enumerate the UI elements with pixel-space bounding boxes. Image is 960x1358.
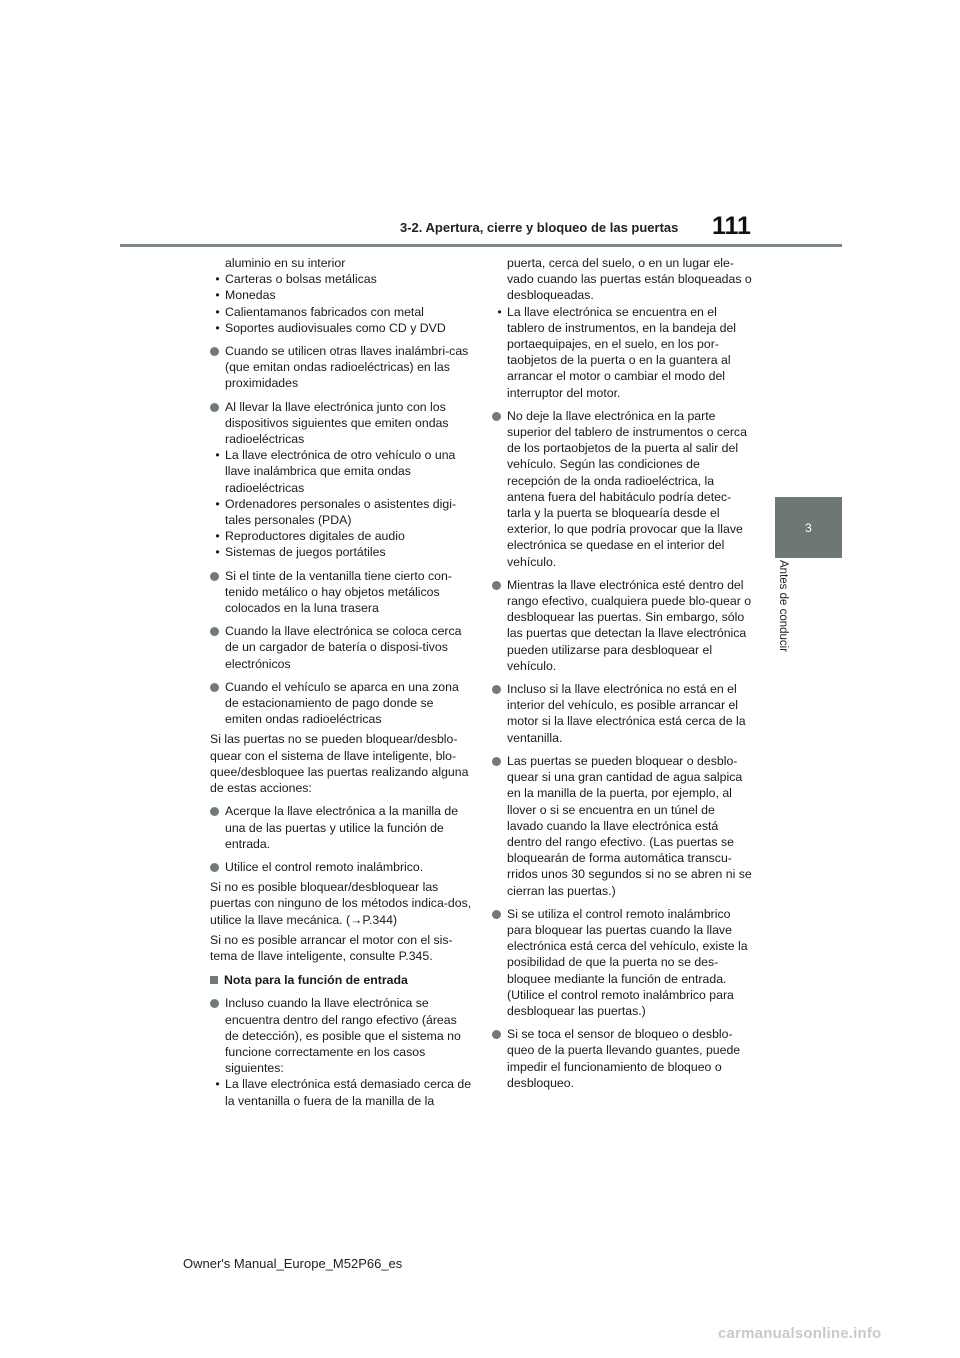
sub-list-item: • Sistemas de juegos portátiles (215, 545, 386, 560)
page-number: 111 (712, 212, 751, 240)
circle-bullet-icon (210, 863, 219, 872)
circle-bullet-icon (210, 807, 219, 816)
sub-list-item: • Ordenadores personales o asistentes digi-tales personales (PDA) (215, 496, 457, 528)
bullet-item: Acerque la llave electrónica a la manilla de una de las puertas y utilice la función de entrada. (210, 803, 472, 852)
sub-list-item: • La llave electrónica de otro vehículo o una llave inalámbrica que emita ondas radioeléctricas (215, 448, 456, 495)
sub-list-item: • Carteras o bolsas metálicas (215, 272, 377, 287)
chapter-side-label: Antes de conducir (777, 560, 789, 653)
chapter-number: 3 (805, 520, 812, 535)
bullet-item: Si se utiliza el control remoto inalámbrico para bloquear las puertas cuando la llave electrónica está cerca del vehículo, existe la posibilidad de que la puerta no se des-bloquee mediante la función de entrada. (Utilice el control remoto inalámbrico para desbloquear las puertas.) (492, 906, 754, 1019)
right-column (492, 255, 754, 1091)
bullet-item: No deje la llave electrónica en la parte superior del tablero de instrumentos o cerca de los portaobjetos de la puerta al salir del vehículo. Según las condiciones de recepción de la onda radioeléctrica, la antena fuera del habitáculo podría detec-tarla y la puerta se bloquearía desde el exterior, lo que podría provocar que la llave electrónica se quedase en el interior del vehículo. (492, 408, 754, 570)
chapter-side-label-wrap (775, 560, 815, 690)
chapter-tab (775, 497, 842, 558)
circle-bullet-icon (492, 581, 501, 590)
bullet-item: Incluso cuando la llave electrónica se encuentra dentro del rango efectivo (áreas de detección), es posible que el sistema no funcione correctamente en los casos siguientes: • La llave electrónica está demasiado cerca de la ventanilla o fuera de la manilla de la (210, 995, 472, 1108)
square-bullet-icon (210, 976, 218, 984)
bullet-item: Incluso si la llave electrónica no está en el interior del vehículo, es posible arrancar el motor si la llave electrónica está cerca de la ventanilla. (492, 681, 754, 746)
circle-bullet-icon (210, 627, 219, 636)
sub-list-item: • Monedas (215, 288, 276, 303)
sub-list-item: • Reproductores digitales de audio (215, 529, 405, 544)
circle-bullet-icon (492, 1030, 501, 1039)
bullet-item: Utilice el control remoto inalámbrico. (210, 859, 472, 875)
sub-list-item: • La llave electrónica se encuentra en el tablero de instrumentos, en la bandeja del portaequipajes, en el suelo, en los por-taobjetos de la puerta o en la guantera al arrancar el motor o cambiar el modo del interruptor del motor. (497, 304, 737, 400)
circle-bullet-icon (492, 910, 501, 919)
subsection-heading: Nota para la función de entrada (210, 972, 472, 988)
bullet-item: Al llevar la llave electrónica junto con los dispositivos siguientes que emiten ondas radioeléctricas • La llave electrónica de otro vehículo o una llave inalámbrica que emita ondas radioeléctricas • Ordenadores personales o asistentes digi-tales personales (PDA) • Reproductores digitales de audio • Sistemas de juegos portátiles (210, 399, 472, 561)
header-divider (120, 244, 842, 247)
paragraph: Si no es posible arrancar el motor con el sis-tema de llave inteligente, consulte P.345. (210, 932, 453, 963)
circle-bullet-icon (492, 685, 501, 694)
bullet-item: Si el tinte de la ventanilla tiene cierto con-tenido metálico o hay objetos metálicos colocados en la luna trasera (210, 568, 472, 617)
circle-bullet-icon (210, 683, 219, 692)
circle-bullet-icon (492, 757, 501, 766)
bullet-item: Mientras la llave electrónica esté dentro del rango efectivo, cualquiera puede blo-quear o desbloquear las puertas. Sin embargo, sólo las puertas que detectan la llave electrónica pueden utilizarse para desbloquear el vehículo. (492, 577, 754, 674)
bullet-item: Las puertas se pueden bloquear o desblo-quear si una gran cantidad de agua salpica en la manilla de la puerta, por ejemplo, al llover o si se encuentra en un túnel de lavado cuando la llave electrónica está dentro del rango efectivo. (Las puertas se bloquearán de forma automática transcu-rridos unos 30 segundos si no se abren ni se cierran las puertas.) (492, 753, 754, 899)
bullet-item: Cuando la llave electrónica se coloca cerca de un cargador de batería o disposi-tivos electrónicos (210, 623, 472, 672)
watermark: carmanualsonline.info (718, 1325, 882, 1342)
sub-list-item: • La llave electrónica está demasiado cerca de la ventanilla o fuera de la manilla de la (215, 1077, 472, 1108)
circle-bullet-icon (210, 403, 219, 412)
continued-text: aluminio en su interior (225, 256, 346, 270)
continued-text: puerta, cerca del suelo, o en un lugar ele-vado cuando las puertas están bloqueadas o desbloqueadas. (507, 256, 752, 303)
left-column (210, 255, 472, 1109)
circle-bullet-icon (210, 347, 219, 356)
sub-list-item: • Calientamanos fabricados con metal (215, 304, 424, 319)
circle-bullet-icon (492, 412, 501, 421)
sub-list-item: • Soportes audiovisuales como CD y DVD (215, 320, 446, 335)
bullet-item: Cuando se utilicen otras llaves inalámbri-cas (que emitan ondas radioeléctricas) en las proximidades (210, 343, 472, 392)
circle-bullet-icon (210, 572, 219, 581)
circle-bullet-icon (210, 999, 219, 1008)
paragraph: Si no es posible bloquear/desbloquear las puertas con ninguno de los métodos indica-dos, utilice la llave mecánica. (→P.344) (210, 880, 472, 927)
bullet-item: Cuando el vehículo se aparca en una zona de estacionamiento de pago donde se emiten ondas radioeléctricas (210, 679, 472, 728)
bullet-item: Si se toca el sensor de bloqueo o desblo-queo de la puerta llevando guantes, puede impedir el funcionamiento de bloqueo o desbloqueo. (492, 1026, 754, 1091)
paragraph: Si las puertas no se pueden bloquear/desblo-quear con el sistema de llave inteligente, blo-quee/desbloquee las puertas realizando alguna de estas acciones: (210, 732, 469, 796)
footer-doc-id: Owner's Manual_Europe_M52P66_es (183, 1256, 403, 1271)
section-title: 3-2. Apertura, cierre y bloqueo de las puertas (400, 220, 679, 235)
